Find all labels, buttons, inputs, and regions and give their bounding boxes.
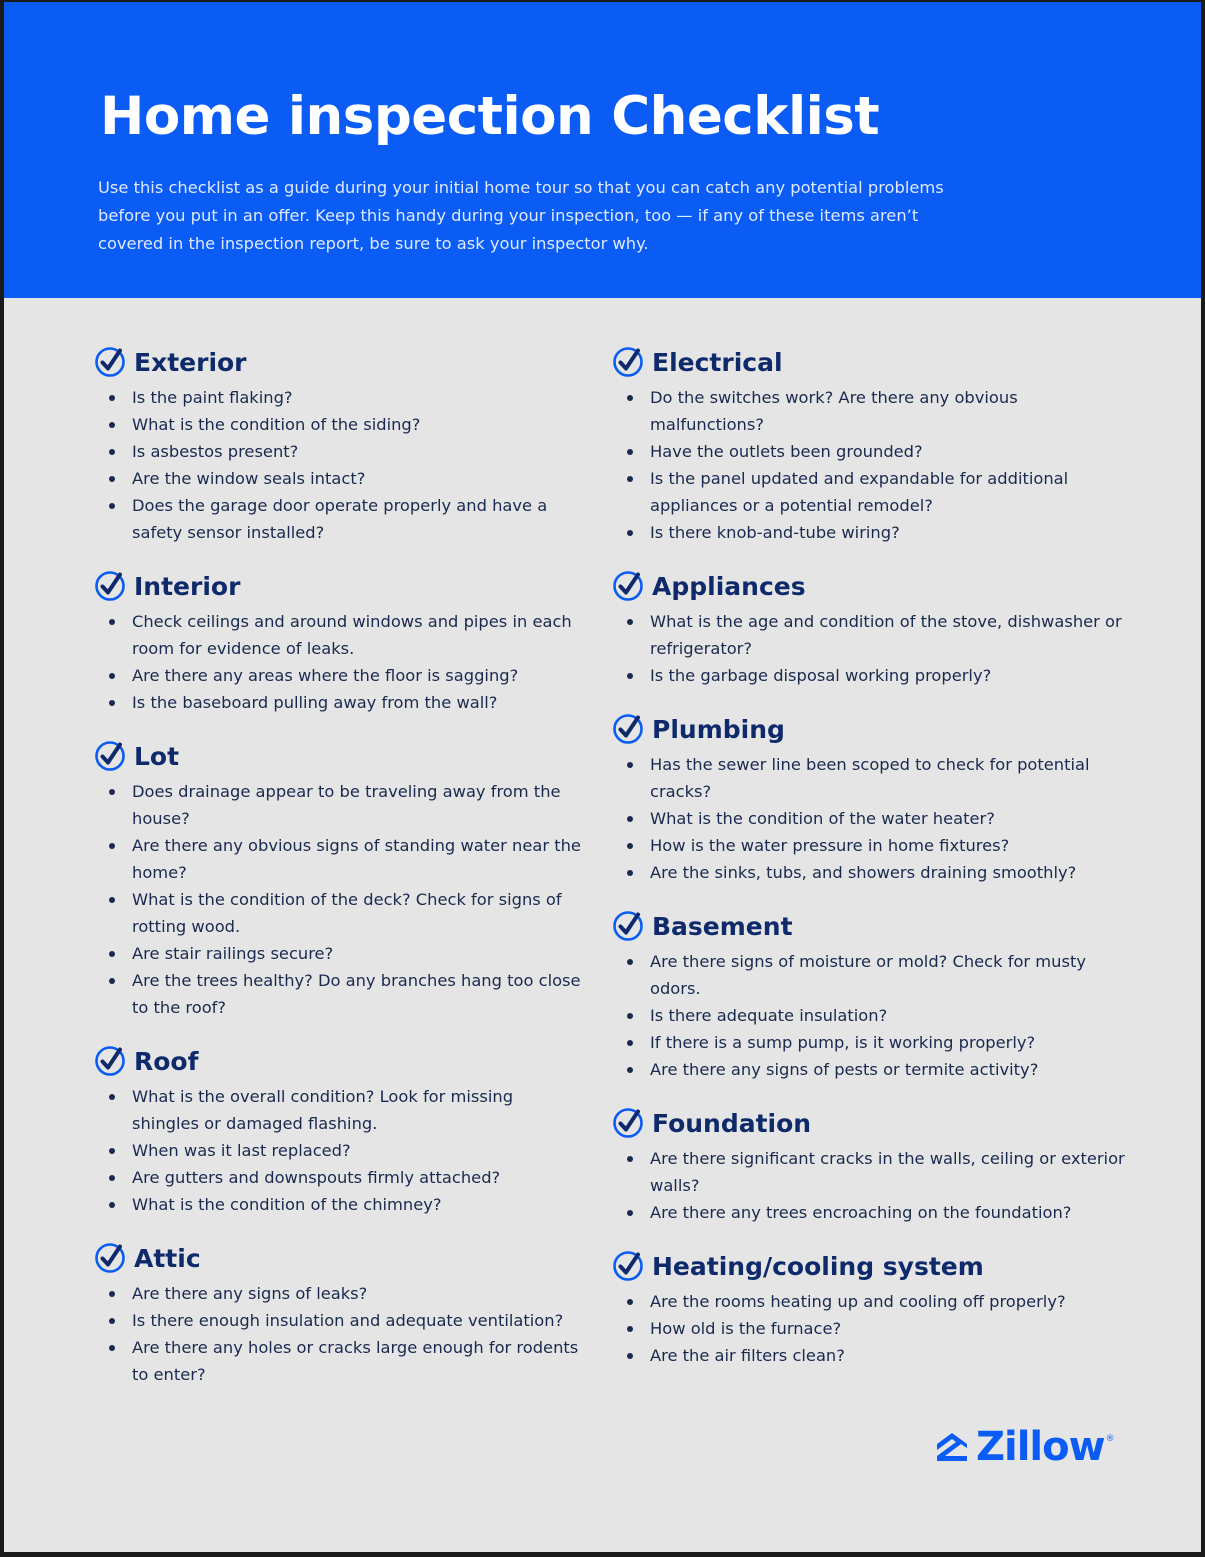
checklist-items [94,778,584,1021]
checkmark-circle-icon [94,1242,126,1274]
checklist-item: Has the sewer line been scoped to check for potential cracks? [612,751,1132,805]
checkmark-circle-icon [612,713,644,745]
section-header [612,342,1132,382]
header-banner [4,2,1201,298]
section-title: Electrical [652,347,783,377]
checklist-item: What is the overall condition? Look for missing shingles or damaged flashing. [94,1083,584,1137]
section-plumbing [612,709,1132,886]
checklist-items [94,384,584,546]
section-title: Lot [134,741,180,771]
checklist-item: Are the window seals intact? [94,465,584,492]
section-header [94,736,584,776]
section-title: Exterior [134,347,247,377]
right-column [612,342,1132,1389]
section-electrical [612,342,1132,546]
section-title: Foundation [652,1108,812,1138]
checklist-item: What is the condition of the deck? Check for signs of rotting wood. [94,886,584,940]
checklist-item: Is the garbage disposal working properly? [612,662,1132,689]
checklist-item: Are there any holes or cracks large enough for rodents to enter? [94,1334,584,1388]
section-header [612,709,1132,749]
section-header [94,1238,584,1278]
section-interior [94,566,584,716]
checklist-item: Are the trees healthy? Do any branches hang too close to the roof? [94,967,584,1021]
zillow-logo [934,1422,1115,1472]
registered-mark: ® [1105,1434,1115,1444]
checkmark-circle-icon [612,570,644,602]
checkmark-circle-icon [94,740,126,772]
checklist-item: What is the condition of the siding? [94,411,584,438]
section-header [94,566,584,606]
checklist-item: Is asbestos present? [94,438,584,465]
section-title: Attic [134,1243,201,1273]
checklist-item: What is the age and condition of the stove, dishwasher or refrigerator? [612,608,1132,662]
page-title: Home inspection Checklist [100,86,880,147]
section-appliances [612,566,1132,689]
section-lot [94,736,584,1021]
section-title: Roof [134,1046,199,1076]
checklist-item: Are there any areas where the floor is sagging? [94,662,584,689]
section-basement [612,906,1132,1083]
checkmark-circle-icon [612,910,644,942]
checklist-item: Check ceilings and around windows and pipes in each room for evidence of leaks. [94,608,584,662]
checklist-item: Does drainage appear to be traveling away from the house? [94,778,584,832]
section-title: Heating/cooling system [652,1251,984,1281]
section-heating-cooling-system [612,1246,1132,1369]
checklist-item: Are there significant cracks in the walls, ceiling or exterior walls? [612,1145,1132,1199]
checklist-items [612,751,1132,886]
section-header [612,1246,1132,1286]
checklist-item: What is the condition of the chimney? [94,1191,584,1218]
section-header [612,906,1132,946]
checklist-items [612,1288,1132,1369]
left-column [94,342,584,1408]
checklist-item: Are the air filters clean? [612,1342,1132,1369]
checklist-items [94,1280,584,1388]
checklist-item: Is the baseboard pulling away from the wall? [94,689,584,716]
section-title: Basement [652,911,793,941]
checklist-item: Are there any signs of leaks? [94,1280,584,1307]
checklist-item: Are the rooms heating up and cooling off properly? [612,1288,1132,1315]
checklist-item: Is the panel updated and expandable for additional appliances or a potential remodel? [612,465,1132,519]
checklist-items [612,948,1132,1083]
checkmark-circle-icon [94,570,126,602]
checklist-items [612,608,1132,689]
zillow-wordmark: Zillow [976,1424,1105,1470]
section-attic [94,1238,584,1388]
section-header [94,342,584,382]
checklist-item: What is the condition of the water heater? [612,805,1132,832]
checklist-item: Are there any signs of pests or termite activity? [612,1056,1132,1083]
section-foundation [612,1103,1132,1226]
checkmark-circle-icon [94,1045,126,1077]
checkmark-circle-icon [612,346,644,378]
section-header [612,566,1132,606]
checklist-items [94,608,584,716]
checklist-item: Is there knob-and-tube wiring? [612,519,1132,546]
checkmark-circle-icon [612,1107,644,1139]
checklist-item: Are there any trees encroaching on the foundation? [612,1199,1132,1226]
checklist-item: Does the garage door operate properly and have a safety sensor installed? [94,492,584,546]
section-title: Interior [134,571,241,601]
section-title: Appliances [652,571,806,601]
checkmark-circle-icon [612,1250,644,1282]
checklist-items [612,1145,1132,1226]
checklist-item: Are gutters and downspouts firmly attached? [94,1164,584,1191]
section-header [612,1103,1132,1143]
checklist-item: How old is the furnace? [612,1315,1132,1342]
checklist-item: Is there enough insulation and adequate ventilation? [94,1307,584,1334]
checklist-item: Is there adequate insulation? [612,1002,1132,1029]
checklist-item: Have the outlets been grounded? [612,438,1132,465]
checklist-items [94,1083,584,1218]
checklist-item: Are the sinks, tubs, and showers draining smoothly? [612,859,1132,886]
section-header [94,1041,584,1081]
checklist-item: How is the water pressure in home fixtures? [612,832,1132,859]
checklist-item: Are there signs of moisture or mold? Check for musty odors. [612,948,1132,1002]
checkmark-circle-icon [94,346,126,378]
checklist-item: Do the switches work? Are there any obvious malfunctions? [612,384,1132,438]
section-roof [94,1041,584,1218]
section-title: Plumbing [652,714,785,744]
checklist-items [612,384,1132,546]
intro-paragraph: Use this checklist as a guide during your initial home tour so that you can catch any potential problems before you put in an offer. Keep this handy during your inspection, too — if any of these items aren’t covered in the inspection report, be sure to ask your inspector why. [98,178,944,253]
section-exterior [94,342,584,546]
checklist-item: Are stair railings secure? [94,940,584,967]
checklist-item: When was it last replaced? [94,1137,584,1164]
checklist-item: If there is a sump pump, is it working properly? [612,1029,1132,1056]
zillow-house-icon [934,1429,970,1465]
checklist-item: Are there any obvious signs of standing water near the home? [94,832,584,886]
checklist-item: Is the paint flaking? [94,384,584,411]
checklist-page [4,2,1201,1552]
